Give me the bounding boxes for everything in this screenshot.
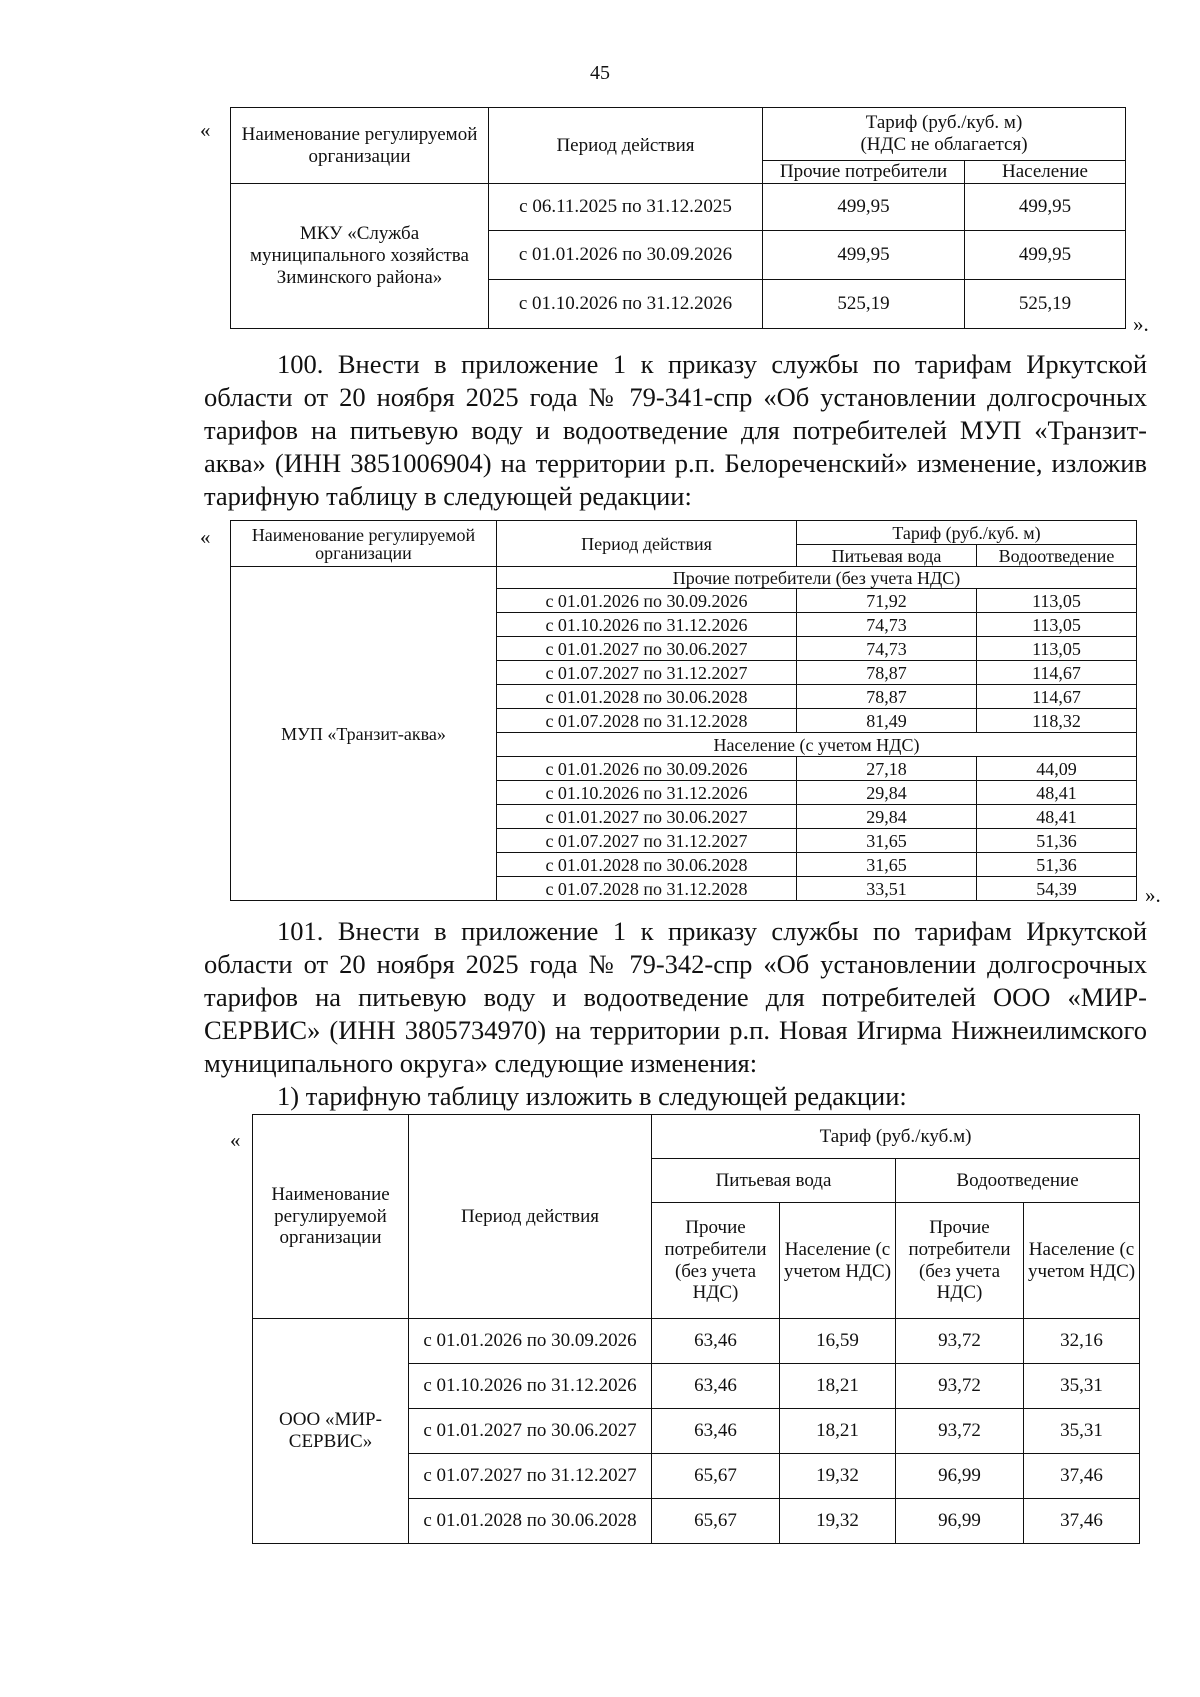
value-cell: 499,95 (965, 231, 1126, 280)
value-cell: 51,36 (977, 829, 1137, 853)
value-cell: 48,41 (977, 781, 1137, 805)
header-water: Питьевая вода (797, 545, 977, 567)
page-number: 45 (590, 62, 610, 84)
header-waste-population: Население (с учетом НДС) (1024, 1203, 1140, 1319)
value-cell: 65,67 (652, 1499, 780, 1544)
value-cell: 93,72 (896, 1364, 1024, 1409)
period-cell: с 01.01.2027 по 30.06.2027 (497, 805, 797, 829)
value-cell: 16,59 (780, 1319, 896, 1364)
header-water-population: Население (с учетом НДС) (780, 1203, 896, 1319)
value-cell: 113,05 (977, 589, 1137, 613)
value-cell: 37,46 (1024, 1499, 1140, 1544)
period-cell: с 01.01.2026 по 30.09.2026 (409, 1319, 652, 1364)
value-cell: 114,67 (977, 685, 1137, 709)
value-cell: 33,51 (797, 877, 977, 901)
header-wastewater: Водоотведение (896, 1159, 1140, 1203)
quote-open-2: « (200, 525, 211, 549)
value-cell: 78,87 (797, 685, 977, 709)
value-cell: 19,32 (780, 1454, 896, 1499)
value-cell: 29,84 (797, 805, 977, 829)
value-cell: 113,05 (977, 613, 1137, 637)
paragraph-100: 100. Внести в приложение 1 к приказу службы по тарифам Иркутской области от 20 ноября 2025 года № 79-341-спр «Об установлении долгосрочных тарифов на питьевую воду и водоотведение для потребителей МУП «Транзит-аква» (ИНН 3851006904) на территории р.п. Белореченский» изменение, изложив тарифную таблицу в следующей редакции: (204, 349, 1147, 511)
group-label: Прочие потребители (без учета НДС) (497, 567, 1137, 589)
paragraph-101-item-1: 1) тарифную таблицу изложить в следующей редакции: (277, 1081, 907, 1111)
header-org: Наименование регулируемой организации (231, 521, 497, 567)
value-cell: 63,46 (652, 1319, 780, 1364)
tariff-table-1 (230, 107, 1126, 329)
header-tariff: Тариф (руб./куб. м) (НДС не облагается) (763, 108, 1126, 161)
value-cell: 18,21 (780, 1364, 896, 1409)
quote-open-3: « (230, 1128, 241, 1152)
header-tariff: Тариф (руб./куб.м) (652, 1115, 1140, 1159)
org-name: МУП «Транзит-аква» (231, 567, 497, 901)
value-cell: 114,67 (977, 661, 1137, 685)
value-cell: 63,46 (652, 1364, 780, 1409)
value-cell: 48,41 (977, 805, 1137, 829)
header-period: Период действия (409, 1115, 652, 1319)
period-cell: с 01.10.2026 по 31.12.2026 (489, 280, 763, 329)
header-wastewater: Водоотведение (977, 545, 1137, 567)
header-other: Прочие потребители (763, 161, 965, 184)
value-cell: 499,95 (763, 231, 965, 280)
quote-close-2: ». (1145, 883, 1161, 907)
period-cell: с 01.01.2028 по 30.06.2028 (497, 685, 797, 709)
value-cell: 93,72 (896, 1409, 1024, 1454)
group-label: Население (с учетом НДС) (497, 733, 1137, 757)
header-period: Период действия (497, 521, 797, 567)
period-cell: с 01.01.2026 по 30.09.2026 (489, 231, 763, 280)
value-cell: 118,32 (977, 709, 1137, 733)
period-cell: с 01.07.2027 по 31.12.2027 (497, 661, 797, 685)
value-cell: 32,16 (1024, 1319, 1140, 1364)
value-cell: 74,73 (797, 613, 977, 637)
value-cell: 93,72 (896, 1319, 1024, 1364)
value-cell: 499,95 (965, 184, 1126, 231)
header-tariff: Тариф (руб./куб. м) (797, 521, 1137, 545)
value-cell: 29,84 (797, 781, 977, 805)
value-cell: 65,67 (652, 1454, 780, 1499)
period-cell: с 01.10.2026 по 31.12.2026 (497, 781, 797, 805)
period-cell: с 01.07.2027 по 31.12.2027 (497, 829, 797, 853)
tariff-table-2 (230, 520, 1137, 901)
header-population: Население (965, 161, 1126, 184)
value-cell: 31,65 (797, 829, 977, 853)
value-cell: 27,18 (797, 757, 977, 781)
value-cell: 81,49 (797, 709, 977, 733)
value-cell: 54,39 (977, 877, 1137, 901)
value-cell: 96,99 (896, 1499, 1024, 1544)
value-cell: 63,46 (652, 1409, 780, 1454)
period-cell: с 01.01.2028 по 30.06.2028 (409, 1499, 652, 1544)
period-cell: с 01.01.2028 по 30.06.2028 (497, 853, 797, 877)
value-cell: 78,87 (797, 661, 977, 685)
header-waste-other: Прочие потребители (без учета НДС) (896, 1203, 1024, 1319)
period-cell: с 06.11.2025 по 31.12.2025 (489, 184, 763, 231)
value-cell: 51,36 (977, 853, 1137, 877)
value-cell: 19,32 (780, 1499, 896, 1544)
value-cell: 37,46 (1024, 1454, 1140, 1499)
value-cell: 31,65 (797, 853, 977, 877)
value-cell: 35,31 (1024, 1409, 1140, 1454)
header-period: Период действия (489, 108, 763, 184)
period-cell: с 01.01.2026 по 30.09.2026 (497, 757, 797, 781)
period-cell: с 01.01.2027 по 30.06.2027 (409, 1409, 652, 1454)
value-cell: 525,19 (763, 280, 965, 329)
header-org: Наименование регулируемой организации (231, 108, 489, 184)
period-cell: с 01.10.2026 по 31.12.2026 (409, 1364, 652, 1409)
paragraph-101: 101. Внести в приложение 1 к приказу службы по тарифам Иркутской области от 20 ноября 2025 года № 79-342-спр «Об установлении долгосрочных тарифов на питьевую воду и водоотведение для потребителей ООО «МИР-СЕРВИС» (ИНН 3805734970) на территории р.п. Новая Игирма Нижнеилимского муниципального округа» следующие изменения: (204, 916, 1147, 1078)
period-cell: с 01.01.2026 по 30.09.2026 (497, 589, 797, 613)
period-cell: с 01.07.2027 по 31.12.2027 (409, 1454, 652, 1499)
value-cell: 525,19 (965, 280, 1126, 329)
header-water-other: Прочие потребители (без учета НДС) (652, 1203, 780, 1319)
value-cell: 35,31 (1024, 1364, 1140, 1409)
value-cell: 71,92 (797, 589, 977, 613)
value-cell: 96,99 (896, 1454, 1024, 1499)
period-cell: с 01.01.2027 по 30.06.2027 (497, 637, 797, 661)
period-cell: с 01.07.2028 по 31.12.2028 (497, 709, 797, 733)
tariff-table-3 (252, 1114, 1140, 1544)
header-water: Питьевая вода (652, 1159, 896, 1203)
header-org: Наименование регулируемой организации (253, 1115, 409, 1319)
value-cell: 74,73 (797, 637, 977, 661)
org-name: МКУ «Служба муниципального хозяйства Зиминского района» (231, 184, 489, 329)
value-cell: 113,05 (977, 637, 1137, 661)
value-cell: 499,95 (763, 184, 965, 231)
org-name: ООО «МИР-СЕРВИС» (253, 1319, 409, 1544)
quote-open-1: « (200, 118, 211, 142)
value-cell: 44,09 (977, 757, 1137, 781)
period-cell: с 01.07.2028 по 31.12.2028 (497, 877, 797, 901)
period-cell: с 01.10.2026 по 31.12.2026 (497, 613, 797, 637)
value-cell: 18,21 (780, 1409, 896, 1454)
quote-close-1: ». (1133, 312, 1149, 336)
